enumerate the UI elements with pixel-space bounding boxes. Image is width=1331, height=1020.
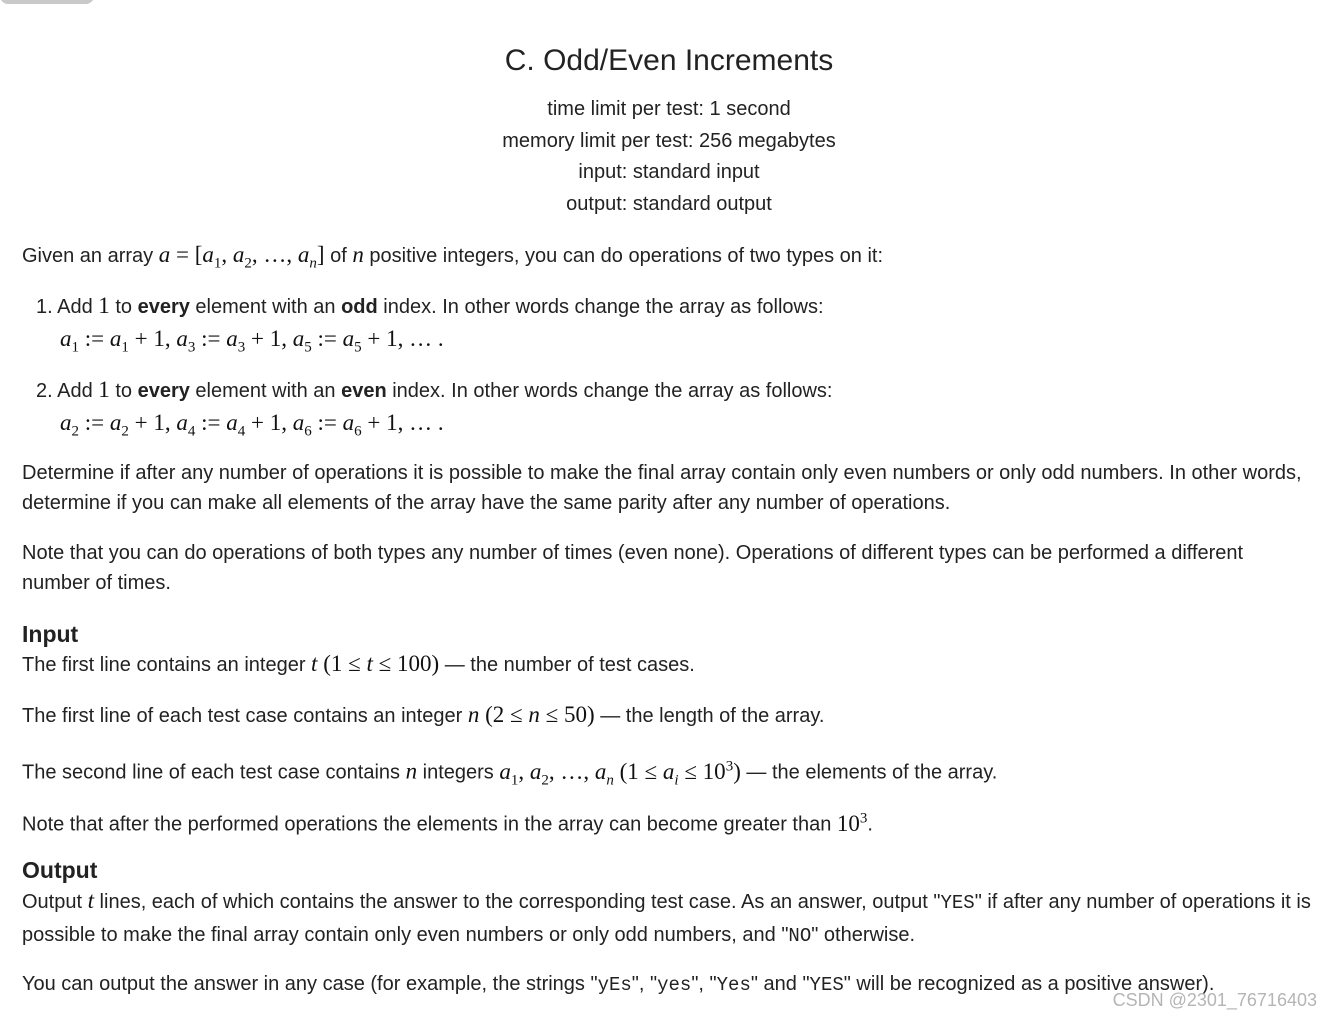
math-array-def: $a = [a_1$, $a_2$, …, $a_n$] bbox=[158, 242, 325, 272]
input-line-2: The first line of each test case contains an integer n (2 ≤ n ≤ 50) — the length of the array. bbox=[22, 702, 825, 727]
browser-tab-stub bbox=[0, 0, 94, 4]
math-t-range: t (1 ≤ t ≤ 100) bbox=[311, 651, 440, 676]
operation-1: 1. Add 1 to every element with an odd index. In other words change the array as follows: bbox=[36, 293, 824, 318]
note-operations-paragraph: Note that you can do operations of both types any number of times (even none). Operations of different types can be performed a different number of times. bbox=[22, 542, 1244, 594]
time-limit: time limit per test: 1 second bbox=[547, 98, 791, 120]
input-file: input: standard input bbox=[578, 161, 760, 183]
determine-paragraph: Determine if after any number of operations it is possible to make the final array contain only even numbers or only odd numbers. In other words, determine if you can make all elements of the array have the same parity after any number of operations. bbox=[22, 462, 1302, 514]
input-heading: Input bbox=[22, 621, 79, 647]
memory-limit: memory limit per test: 256 megabytes bbox=[502, 130, 836, 152]
input-line-3: The second line of each test case contains n integers $a_1$, $a_2$, …, $a_n$ $(1 \le a_i \le 10^3)$ — the elements of the array. bbox=[22, 758, 998, 789]
math-a-range: $a_1$, $a_2$, …, $a_n$ $(1 \le a_i \le 10^3)$ bbox=[499, 758, 741, 789]
problem-title: C. Odd/Even Increments bbox=[504, 44, 834, 77]
input-line-4: Note that after the performed operations the elements in the array can become greater than $10^3$. bbox=[22, 810, 873, 836]
math-n-range: n (2 ≤ n ≤ 50) bbox=[467, 702, 595, 727]
operation-2: 2. Add 1 to every element with an even index. In other words change the array as follows: bbox=[36, 377, 833, 402]
output-heading: Output bbox=[22, 857, 98, 883]
math-n: n bbox=[405, 758, 418, 784]
operation-2-formula: $a_2$ := $a_2 + 1$, $a_4$ := $a_4 + 1$, $a_6$ := $a_6 + 1$, … . bbox=[60, 410, 444, 440]
csdn-watermark: CSDN @2301_76716403 bbox=[1112, 990, 1317, 1010]
math-ten-cubed: $10^3$ bbox=[836, 810, 868, 836]
output-file: output: standard output bbox=[566, 193, 772, 215]
statement-intro: Given an array $a = [a_1$, $a_2$, …, $a_n$] of n positive integers, you can do operations of two types on it: bbox=[22, 242, 884, 272]
operation-1-formula: $a_1$ := $a_1 + 1$, $a_3$ := $a_3 + 1$, $a_5$ := $a_5 + 1$, … . bbox=[60, 326, 444, 356]
math-one: 1 bbox=[98, 293, 110, 318]
input-line-1: The first line contains an integer t (1 ≤ t ≤ 100) — the number of test cases. bbox=[22, 651, 695, 676]
math-one: 1 bbox=[98, 377, 110, 402]
math-n: n bbox=[352, 242, 364, 267]
math-t: t bbox=[87, 888, 94, 913]
output-line-1: Output t lines, each of which contains the answer to the corresponding test case. As an answer, output "YES" if after any number of operations it is possible to make the final array contain only even numbers or only odd numbers, and "NO" otherwise. bbox=[22, 888, 1311, 947]
output-line-2: You can output the answer in any case (for example, the strings "yEs", "yes", "Yes" and "YES" will be recognized as a positive answer). bbox=[22, 973, 1215, 996]
